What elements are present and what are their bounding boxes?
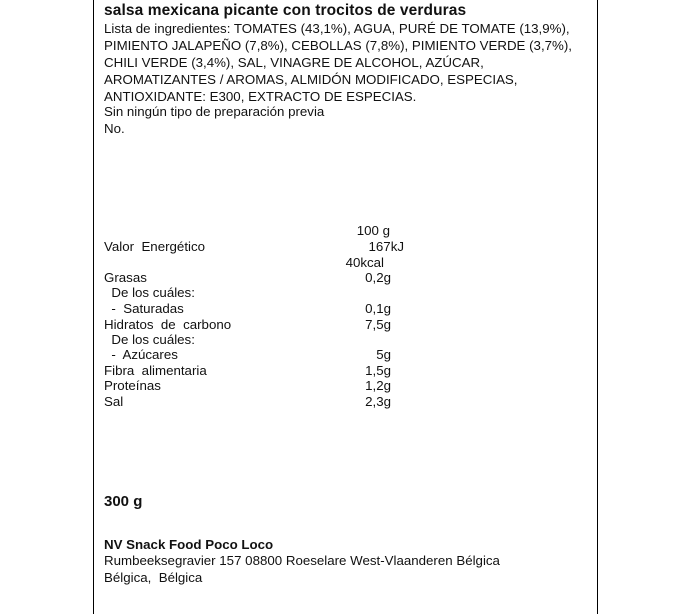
nutrition-row-value: 1,2g [365, 378, 391, 393]
nutrition-row-value: 5g [376, 347, 391, 362]
nutrition-row-label: Sal [104, 394, 124, 409]
preparation-note: Sin ningún tipo de preparación previa [104, 104, 325, 119]
manufacturer-address: Rumbeeksegravier 157 08800 Roeselare West-Vlaanderen Bélgica [104, 553, 500, 568]
nutrition-row-label: Proteínas [104, 378, 161, 393]
nutrition-row-value: 7,5g [365, 317, 391, 332]
nutrition-row-label: De los cuáles: [104, 332, 195, 347]
manufacturer-name: NV Snack Food Poco Loco [104, 537, 274, 552]
nutrition-row-value: 0,1g [365, 301, 391, 316]
nutrition-row-value: 40kcal [345, 255, 384, 270]
product-title: salsa mexicana picante con trocitos de verduras [104, 2, 467, 19]
nutrition-row-label: Fibra alimentaria [104, 363, 207, 378]
nutrition-row-value: 2,3g [365, 394, 391, 409]
nutrition-per-header: 100 g [356, 223, 390, 238]
allergen-note: No. [104, 121, 125, 136]
nutrition-row-label: - Saturadas [104, 301, 184, 316]
nutrition-row-value: 0,2g [365, 270, 391, 285]
nutrition-row-value: 167kJ [368, 239, 404, 254]
nutrition-row-value: 1,5g [365, 363, 391, 378]
ingredients-list: Lista de ingredientes: TOMATES (43,1%), AGUA, PURÉ DE TOMATE (13,9%), PIMIENTO JALAPEÑO (7,8%), CEBOLLAS (7,8%), PIMIENTO VERDE (3,7%), CHILI VERDE (3,4%), SAL, VINAGRE DE ALCOHOL, AZÚCAR, AROMATIZANTES / AROMAS, ALMIDÓN MODIFICADO, ESPECIAS, ANTIOXIDANTE: E300, EXTRACTO DE ESPECIAS. [104, 21, 572, 104]
manufacturer-country: Bélgica, Bélgica [104, 570, 203, 585]
net-weight: 300 g [104, 493, 143, 510]
nutrition-row-label: De los cuáles: [104, 285, 195, 300]
nutrition-row-label: Grasas [104, 270, 147, 285]
nutrition-row-label: - Azúcares [104, 347, 178, 362]
nutrition-row-label: Valor Energético [104, 239, 206, 254]
nutrition-row-label: Hidratos de carbono [104, 317, 232, 332]
